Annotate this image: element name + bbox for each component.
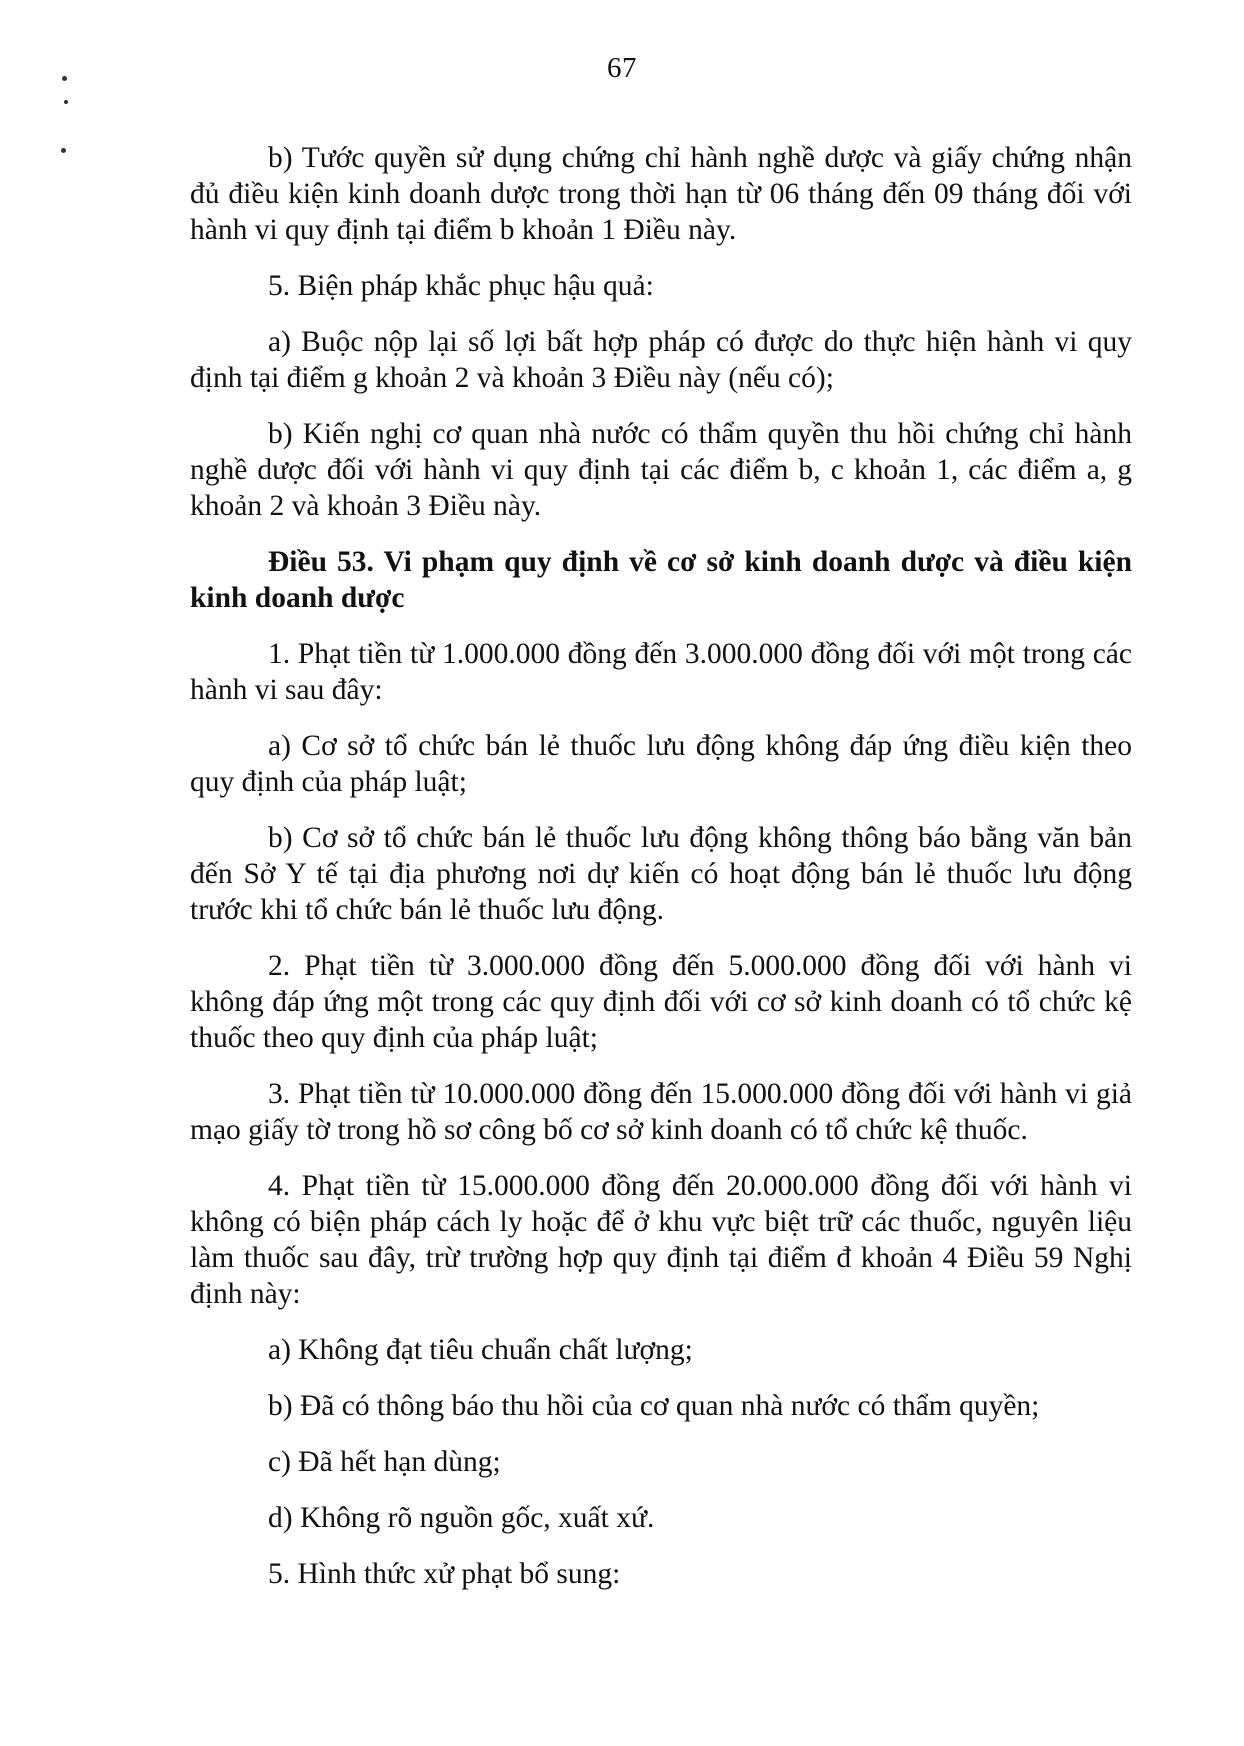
margin-mark: [61, 148, 66, 153]
paragraph: b) Đã có thông báo thu hồi của cơ quan nhà nước có thẩm quyền;: [268, 1390, 1040, 1422]
paragraph: a) Buộc nộp lại số lợi bất hợp pháp có được do thực hiện hành vi quy định tại điểm g khoản 2 và khoản 3 Điều này (nếu có);: [190, 326, 1132, 394]
document-body: [190, 140, 1132, 1612]
paragraph: 4. Phạt tiền từ 15.000.000 đồng đến 20.000.000 đồng đối với hành vi không có biện pháp cách ly hoặc để ở khu vực biệt trữ các thuốc, nguyên liệu làm thuốc sau đây, trừ trường hợp quy định tại điểm đ khoản 4 Điều 59 Nghị định này:: [190, 1170, 1132, 1310]
paragraph: 2. Phạt tiền từ 3.000.000 đồng đến 5.000.000 đồng đối với hành vi không đáp ứng một trong các quy định đối với cơ sở kinh doanh có tổ chức kệ thuốc theo quy định của pháp luật;: [190, 950, 1132, 1054]
paragraph: 5. Hình thức xử phạt bổ sung:: [268, 1558, 621, 1590]
paragraph: d) Không rõ nguồn gốc, xuất xứ.: [268, 1502, 655, 1534]
paragraph: a) Không đạt tiêu chuẩn chất lượng;: [268, 1334, 693, 1366]
paragraph: 1. Phạt tiền từ 1.000.000 đồng đến 3.000.000 đồng đối với một trong các hành vi sau đây:: [190, 638, 1132, 706]
paragraph: b) Cơ sở tổ chức bán lẻ thuốc lưu động không thông báo bằng văn bản đến Sở Y tế tại địa phương nơi dự kiến có hoạt động bán lẻ thuốc lưu động trước khi tổ chức bán lẻ thuốc lưu động.: [190, 822, 1132, 926]
margin-mark: [64, 100, 68, 104]
paragraph: a) Cơ sở tổ chức bán lẻ thuốc lưu động không đáp ứng điều kiện theo quy định của pháp luật;: [190, 730, 1132, 798]
paragraph: 5. Biện pháp khắc phục hậu quả:: [268, 270, 654, 302]
article-heading: Điều 53. Vi phạm quy định về cơ sở kinh doanh dược và điều kiện kinh doanh dược: [190, 546, 1132, 614]
paragraph: b) Tước quyền sử dụng chứng chỉ hành nghề dược và giấy chứng nhận đủ điều kiện kinh doanh dược trong thời hạn từ 06 tháng đến 09 tháng đối với hành vi quy định tại điểm b khoản 1 Điều này.: [190, 142, 1132, 246]
page-number: 67: [607, 52, 637, 84]
paragraph: 3. Phạt tiền từ 10.000.000 đồng đến 15.000.000 đồng đối với hành vi giả mạo giấy tờ trong hồ sơ công bố cơ sở kinh doanh có tổ chức kệ thuốc.: [190, 1078, 1132, 1146]
paragraph: b) Kiến nghị cơ quan nhà nước có thẩm quyền thu hồi chứng chỉ hành nghề dược đối với hành vi quy định tại các điểm b, c khoản 1, các điểm a, g khoản 2 và khoản 3 Điều này.: [190, 418, 1132, 522]
paragraph: c) Đã hết hạn dùng;: [268, 1446, 501, 1478]
margin-mark: [62, 76, 67, 81]
